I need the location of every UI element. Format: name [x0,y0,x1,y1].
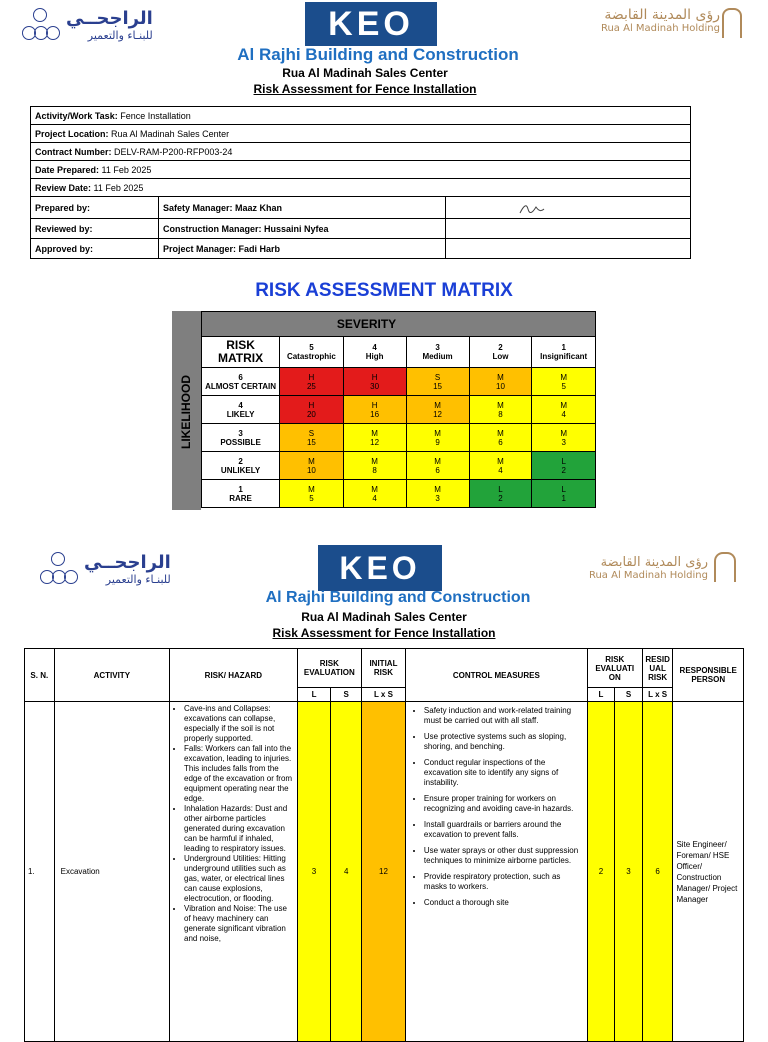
location-label: Project Location: [35,128,109,139]
control-item: • Use protective systems such as sloping, shoring, and benching. [424,732,585,752]
cell-score: 9 [435,437,440,447]
cell-score: 15 [433,381,443,391]
company-name: Al Rajhi Building and Construction [237,45,519,64]
row-responsible: Site Engineer/ Foreman/ HSE Officer/ Construction Manager/ Project Manager [673,702,744,1042]
al-rajhi-logo [20,6,153,46]
info-row-activity [31,107,691,125]
matrix-cell [406,452,469,480]
hexagon-logo-icon [38,550,78,590]
likelihood-row-header [202,480,280,508]
cell-rating: M [497,372,504,382]
matrix-cell [469,424,532,452]
header-risk-evaluation: RISK EVALUATION [297,649,361,688]
header-l: L [297,688,331,702]
reviewed-by-value: Construction Manager: Hussaini Nyfea [163,223,329,234]
matrix-cell [280,368,344,396]
severity-name: Catastrophic [286,352,336,361]
header-responsible-person: RESPONSIBLE PERSON [673,649,744,702]
cell-rating: M [560,428,568,438]
cell-rating: M [371,456,378,466]
matrix-cell [343,396,406,424]
cell-score: 20 [306,409,316,419]
cell-score: 6 [498,437,503,447]
likelihood-name: POSSIBLE [220,437,261,447]
cell-score: 5 [561,381,566,391]
likelihood-row-header [202,396,280,424]
matrix-row [202,424,596,452]
likelihood-name: LIKELY [226,409,255,419]
logo-arabic-name: الراجحــي [66,8,153,30]
severity-col-header [280,337,344,368]
cell-score: 12 [433,409,443,419]
matrix-row [202,452,596,480]
severity-col-header [343,337,406,368]
header-residual-risk: RESID UAL RISK [642,649,673,688]
severity-col-header [406,337,469,368]
severity-label: SEVERITY [336,317,397,331]
logo-right-arabic: رؤى المدينة القابضة [600,555,708,570]
cell-rating: M [497,428,504,438]
cell-rating: H [371,372,378,382]
cell-score: 3 [435,493,440,503]
table-row [25,702,744,1042]
matrix-corner [202,337,280,368]
al-rajhi-logo-page2 [38,550,171,590]
header-residual-s: S [615,688,643,702]
cell-rating: M [560,400,568,410]
site-name: Rua Al Madinah Sales Center [282,66,448,80]
hazard-item: • Falls: Workers can fall into the excavation, leading to injuries. This includes falls from the edge of the excavation or from equipment operating near the edge. [184,744,295,804]
cell-rating: S [308,428,315,438]
cell-score: 4 [498,465,503,475]
matrix-cell [280,396,344,424]
reviewed-signature-cell [446,219,691,239]
cell-score: 8 [498,409,503,419]
severity-name: High [365,352,384,361]
row-hazards [170,702,298,1042]
control-item: • Install guardrails or barriers around the excavation to prevent falls. [424,820,585,840]
control-item: • Ensure proper training for workers on recognizing and avoiding cave-in hazards. [424,794,585,814]
signature-icon [516,199,546,217]
info-row-review-date [31,179,691,197]
severity-name: Medium [422,352,453,361]
header-sn: S. N. [25,649,55,702]
row-s: 4 [331,702,362,1042]
signature-cell [446,197,691,219]
control-item: • Conduct regular inspections of the excavation site to identify any signs of instability. [424,758,585,788]
severity-columns-row [202,337,596,368]
likelihood-row-header [202,424,280,452]
severity-col-header [469,337,532,368]
logo-arabic-tagline: للبنـاء والتعمير [105,573,171,587]
header-initial-risk: INITIAL RISK [362,649,406,688]
review-date-label: Review Date: [35,182,92,193]
row-l: 3 [297,702,331,1042]
cell-rating: M [308,456,315,466]
header-risk-hazard: RISK/ HAZARD [170,649,298,702]
cell-rating: M [434,400,441,410]
site-name-page2: Rua Al Madinah Sales Center [301,610,467,624]
row-residual-s: 3 [615,702,643,1042]
activity-label: Activity/Work Task: [35,110,118,121]
control-item: • Provide respiratory protection, such as masks to workers. [424,872,585,892]
date-prepared-value: 11 Feb 2025 [101,164,152,175]
likelihood-name: UNLIKELY [220,465,261,475]
cell-score: 30 [370,381,380,391]
info-row-location [31,125,691,143]
control-item: • Use water sprays or other dust suppression techniques to minimize airborne particles. [424,846,585,866]
cell-rating: M [434,484,441,494]
prepared-by-label: Prepared by: [35,202,91,213]
matrix-cell [343,452,406,480]
review-date-value: 11 Feb 2025 [93,182,144,193]
matrix-cell [469,452,532,480]
approved-by-label: Approved by: [35,243,94,254]
cell-rating: M [560,372,568,382]
matrix-cell [532,452,596,480]
row-controls [405,702,587,1042]
likelihood-number: 2 [238,456,243,466]
logo-arabic-name: الراجحــي [84,552,171,574]
row-residual-l: 2 [587,702,615,1042]
row-lxs: 12 [362,702,406,1042]
cell-score: 25 [306,381,316,391]
cell-rating: H [308,372,315,382]
cell-score: 2 [561,465,566,475]
cell-score: 3 [561,437,566,447]
matrix-cell [343,368,406,396]
severity-number: 3 [435,343,440,352]
contract-value: DELV-RAM-P200-RFP003-24 [114,146,233,157]
row-activity: Excavation [54,702,169,1042]
matrix-row [202,396,596,424]
cell-rating: M [497,400,504,410]
likelihood-number: 6 [238,372,243,382]
cell-score: 12 [370,437,380,447]
severity-name: Low [492,352,509,361]
keo-logo-text: KEO [339,549,421,586]
info-row-approved-by [31,239,691,259]
matrix-cell [280,480,344,508]
likelihood-name: RARE [229,493,252,503]
matrix-cell [406,424,469,452]
hazard-list [170,704,295,944]
reviewed-by-label: Reviewed by: [35,223,93,234]
control-item: • Safety induction and work-related training must be carried out with all staff. [424,706,585,726]
location-value: Rua Al Madinah Sales Center [111,128,230,139]
header-lxs: L x S [362,688,406,702]
cell-rating: L [561,484,566,494]
cell-score: 5 [309,493,314,503]
cell-rating: M [434,428,441,438]
cell-rating: M [434,456,441,466]
row-residual-lxs: 6 [642,702,673,1042]
cell-score: 10 [306,465,316,475]
hexagon-logo-icon [20,6,60,46]
keo-logo-page2 [318,545,442,591]
approved-signature-cell [446,239,691,259]
matrix-cell [532,396,596,424]
severity-number: 5 [309,343,314,352]
cell-score: 1 [561,493,566,503]
corner-line1: RISK [226,338,255,352]
rua-al-madinah-logo [560,8,720,34]
cell-rating: S [434,372,441,382]
cell-rating: M [497,456,504,466]
project-info-table [30,106,691,259]
likelihood-number: 3 [238,428,243,438]
cell-score: 8 [372,465,377,475]
control-list [410,706,585,908]
hazard-item: • Underground Utilities: Hitting underground utilities such as gas, water, or electrical lines can cause explosions, electrocution, or flooding. [184,854,295,904]
cell-score: 2 [498,493,503,503]
severity-number: 1 [561,343,566,352]
severity-col-header [532,337,596,368]
prepared-by-value: Safety Manager: Maaz Khan [163,202,283,213]
matrix-cell [406,368,469,396]
likelihood-row-header [202,452,280,480]
header-activity: ACTIVITY [54,649,169,702]
severity-number: 2 [498,343,503,352]
rua-al-madinah-logo-page2 [560,556,708,581]
cell-rating: L [498,484,503,494]
severity-number: 4 [372,343,377,352]
likelihood-number: 4 [238,400,243,410]
likelihood-name: ALMOST CERTAIN [205,381,277,391]
keo-logo [305,2,437,46]
header-residual-lxs: L x S [642,688,673,702]
risk-assessment-table [24,648,744,1042]
likelihood-number: 1 [238,484,243,494]
corner-line2: MATRIX [218,351,264,365]
activity-value: Fence Installation [120,110,191,121]
keo-logo-text: KEO [328,4,414,43]
company-name-page2: Al Rajhi Building and Construction [265,589,531,606]
cell-rating: M [371,484,378,494]
matrix-cell [343,424,406,452]
header-s: S [331,688,362,702]
info-row-reviewed-by [31,219,691,239]
cell-rating: H [308,400,315,410]
matrix-cell [406,480,469,508]
likelihood-label: LIKELIHOOD [179,375,193,449]
matrix-cell [343,480,406,508]
cell-rating: H [371,400,378,410]
cell-score: 10 [496,381,505,391]
matrix-cell [469,396,532,424]
cell-score: 15 [306,437,316,447]
row-sn: 1. [25,702,55,1042]
info-row-prepared-by [31,197,691,219]
header-control-measures: CONTROL MEASURES [405,649,587,702]
risk-matrix-table [201,311,596,508]
matrix-cell [532,480,596,508]
arch-icon [722,8,742,38]
cell-score: 4 [372,493,377,503]
matrix-cell [469,480,532,508]
logo-right-english: Rua Al Madinah Holding [588,570,708,582]
matrix-cell [406,396,469,424]
cell-score: 6 [435,465,440,475]
document-title: Risk Assessment for Fence Installation [253,82,477,96]
contract-label: Contract Number: [35,146,112,157]
matrix-cell [469,368,532,396]
info-row-date-prepared [31,161,691,179]
date-prepared-label: Date Prepared: [35,164,100,175]
logo-right-arabic: رؤى المدينة القابضة [604,7,720,23]
document-title-page2: Risk Assessment for Fence Installation [272,626,496,640]
matrix-cell [280,424,344,452]
matrix-cell [280,452,344,480]
arch-icon [714,552,736,582]
hazard-item: • Inhalation Hazards: Dust and other airborne particles generated during excavation can be harmful if inhaled, leading to respiratory issues. [184,804,295,854]
control-item: • Conduct a thorough site [424,898,585,908]
cell-rating: M [308,484,315,494]
hazard-item: • Vibration and Noise: The use of heavy machinery can generate significant vibration and noise, [184,904,295,944]
matrix-cell [532,424,596,452]
header-risk-evaluation-2: RISK EVALUATI ON [587,649,642,688]
hazard-item: • Cave-ins and Collapses: excavations can collapse, especially if the soil is not properly supported. [184,704,295,744]
approved-by-value: Project Manager: Fadi Harb [163,243,281,254]
info-row-contract [31,143,691,161]
header-residual-l: L [587,688,615,702]
cell-score: 16 [370,409,380,419]
matrix-row [202,480,596,508]
logo-arabic-tagline: للبنـاء والتعمير [87,29,153,43]
likelihood-row-header [202,368,280,396]
matrix-row [202,368,596,396]
matrix-cell [532,368,596,396]
cell-score: 4 [561,409,566,419]
severity-name: Insignificant [540,352,588,361]
matrix-title: RISK ASSESSMENT MATRIX [255,280,513,301]
logo-right-english: Rua Al Madinah Holding [600,23,720,35]
cell-rating: M [371,428,378,438]
cell-rating: L [561,456,566,466]
severity-header [202,312,596,337]
